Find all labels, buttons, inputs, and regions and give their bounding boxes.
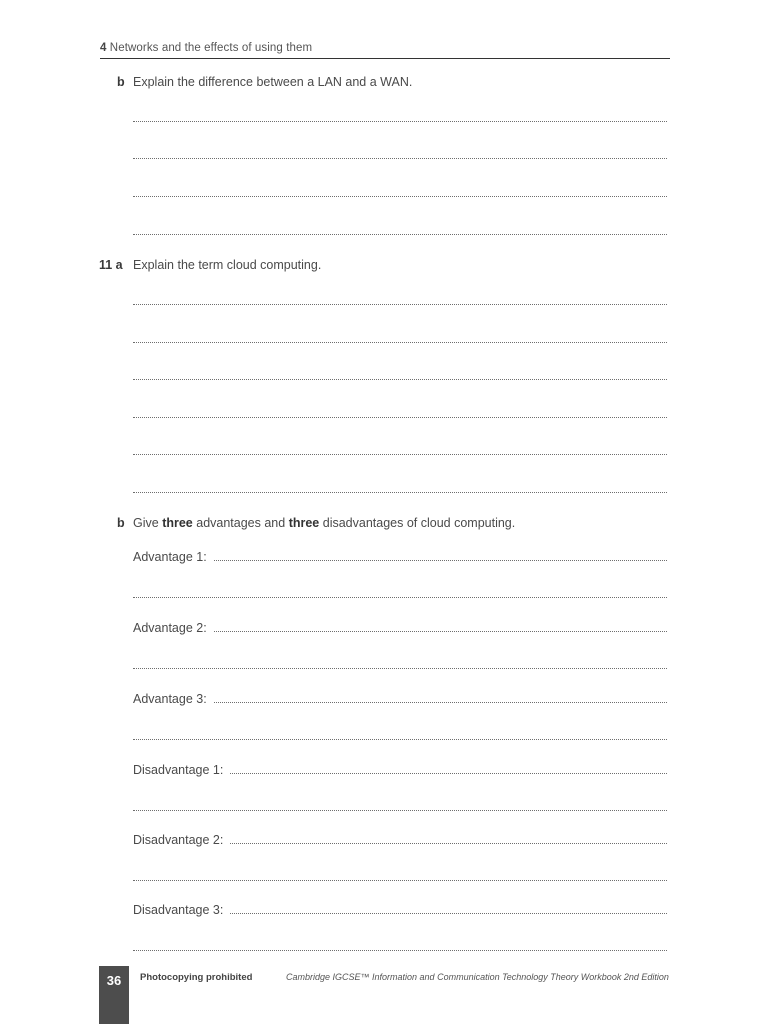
- answer-line[interactable]: [133, 668, 667, 669]
- answer-line[interactable]: [133, 417, 667, 418]
- question-text-part: Give: [133, 516, 163, 530]
- advantage-2-label: Advantage 2:: [133, 621, 207, 635]
- answer-line[interactable]: [133, 950, 667, 951]
- advantage-3-line[interactable]: [214, 702, 667, 703]
- header-rule: [100, 58, 670, 59]
- question-11a-text: Explain the term cloud computing.: [133, 258, 322, 272]
- chapter-number: 4: [100, 42, 107, 54]
- answer-line[interactable]: [133, 597, 667, 598]
- emphasis-three: three: [288, 516, 320, 530]
- answer-line[interactable]: [133, 810, 667, 811]
- answer-line[interactable]: [133, 492, 667, 493]
- advantage-2-line[interactable]: [214, 631, 667, 632]
- question-11b-text: [133, 516, 515, 530]
- answer-line[interactable]: [133, 739, 667, 740]
- answer-line[interactable]: [133, 880, 667, 881]
- chapter-title: Networks and the effects of using them: [109, 42, 313, 54]
- question-11a-label: 11 a: [99, 258, 123, 272]
- running-header: [100, 42, 670, 54]
- question-text-part: disadvantages of cloud computing.: [319, 516, 516, 530]
- emphasis-three: three: [162, 516, 193, 530]
- question-10b-label: b: [117, 75, 125, 89]
- answer-line[interactable]: [133, 342, 667, 343]
- answer-line[interactable]: [133, 121, 667, 122]
- disadvantage-3-line[interactable]: [230, 913, 667, 914]
- question-text-part: advantages and: [192, 516, 289, 530]
- advantage-1-label: Advantage 1:: [133, 550, 207, 564]
- disadvantage-1-line[interactable]: [230, 773, 667, 774]
- book-title: Cambridge IGCSE™ Information and Communication Technology Theory Workbook 2nd Edition: [286, 972, 669, 982]
- answer-line[interactable]: [133, 196, 667, 197]
- photocopy-notice: Photocopying prohibited: [140, 972, 253, 983]
- disadvantage-2-label: Disadvantage 2:: [133, 833, 224, 847]
- answer-line[interactable]: [133, 158, 667, 159]
- answer-line[interactable]: [133, 454, 667, 455]
- page-number: 36: [106, 973, 122, 988]
- question-10b-text: Explain the difference between a LAN and a WAN.: [133, 75, 413, 89]
- question-11b-label: b: [117, 516, 125, 530]
- advantage-1-line[interactable]: [214, 560, 667, 561]
- answer-line[interactable]: [133, 379, 667, 380]
- disadvantage-3-label: Disadvantage 3:: [133, 903, 224, 917]
- page-number-tab: [99, 966, 129, 1024]
- answer-line[interactable]: [133, 304, 667, 305]
- disadvantage-1-label: Disadvantage 1:: [133, 763, 224, 777]
- answer-line[interactable]: [133, 234, 667, 235]
- disadvantage-2-line[interactable]: [230, 843, 667, 844]
- advantage-3-label: Advantage 3:: [133, 692, 207, 706]
